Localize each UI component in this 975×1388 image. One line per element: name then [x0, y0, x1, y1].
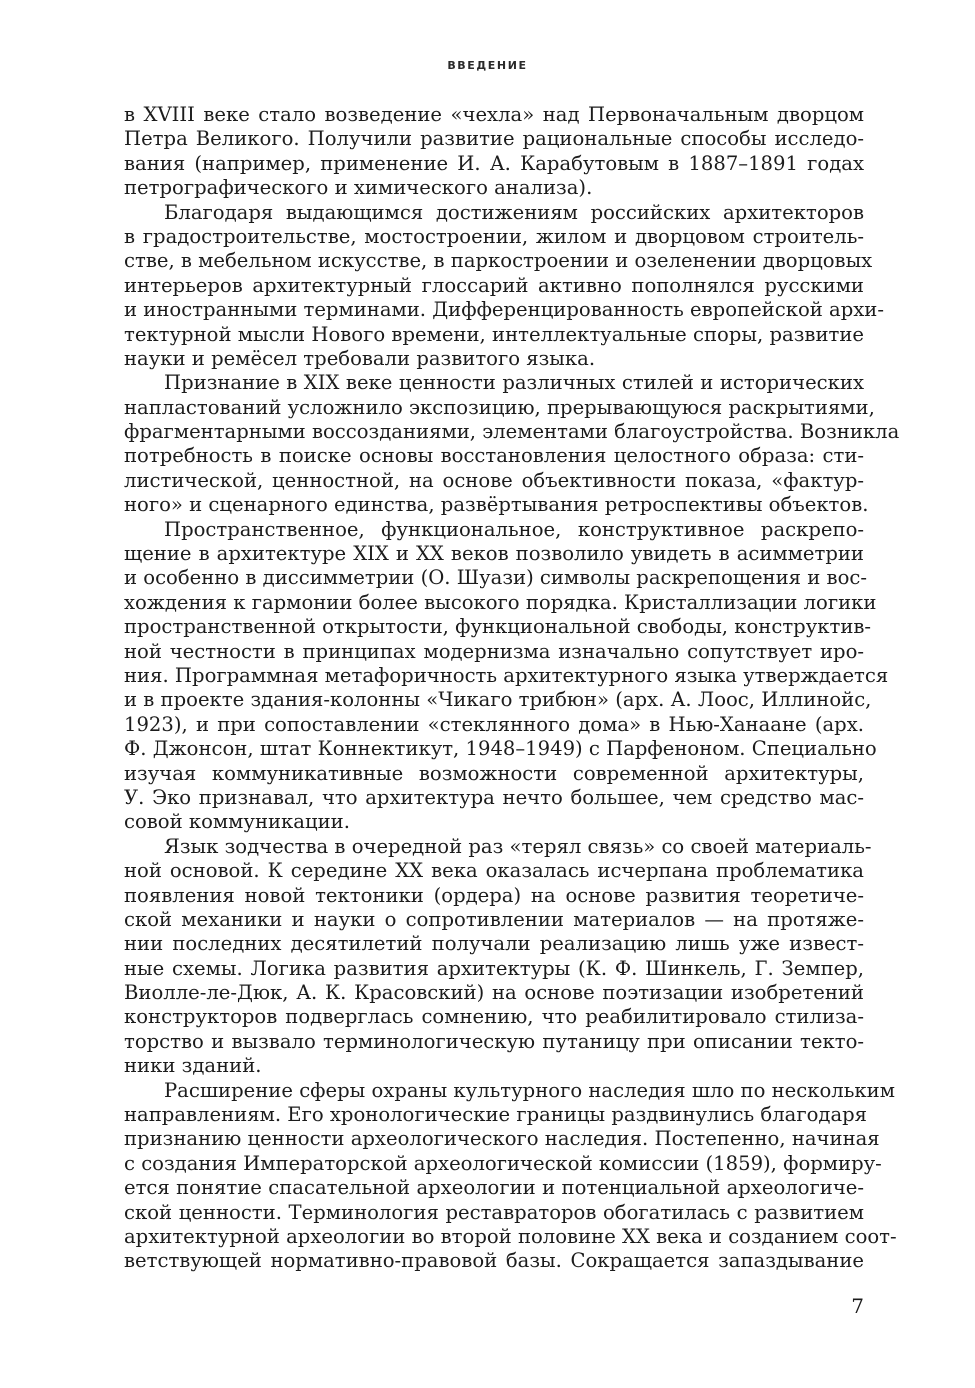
text-line: нии последних десятилетий получали реализацию лишь уже извест-	[124, 932, 864, 956]
text-line: конструкторов подверглась сомнению, что реабилитировало стилиза-	[124, 1005, 864, 1029]
text-line: в XVIII веке стало возведение «чехла» над Первоначальным дворцом	[124, 103, 864, 126]
text-line: появления новой тектоники (ордера) на основе развития теоретиче-	[124, 883, 864, 907]
text-line: листической, ценностной, на основе объективности показа, «фактур-	[124, 468, 864, 492]
text-line: Благодаря выдающимся достижениям российских архитекторов	[164, 200, 864, 224]
page-number: 7	[851, 1294, 864, 1318]
text-line: совой коммуникации.	[124, 810, 350, 834]
text-line: в градостроительстве, мостостроении, жилом и дворцовом строитель-	[124, 224, 864, 248]
text-line: и особенно в диссимметрии (О. Шуази) символы раскрепощения и вос-	[124, 566, 867, 590]
text-line: ные схемы. Логика развития архитектуры (К. Ф. Шинкель, Г. Земпер,	[124, 956, 864, 980]
text-line: напластований усложнило экспозицию, прерывающуюся раскрытиями,	[124, 395, 875, 419]
text-line: тектурной мысли Нового времени, интеллектуальные споры, развитие	[124, 322, 864, 346]
text-line: направлениям. Его хронологические границы раздвинулись благодаря	[124, 1103, 868, 1127]
text-line: петрографического и химического анализа).	[124, 176, 593, 200]
text-line: потребность в поиске основы восстановления целостного образа: сти-	[124, 444, 864, 468]
text-line: признанию ценности археологического наследия. Постепенно, начиная	[124, 1127, 880, 1151]
text-line: ется понятие спасательной археологии и потенциальной археологиче-	[124, 1176, 864, 1200]
text-line: вания (например, применение И. А. Карабутовым в 1887–1891 годах	[124, 151, 864, 175]
paragraph	[124, 834, 872, 1079]
text-line: ской механики и науки о сопротивлении материалов — на протяже-	[124, 907, 864, 931]
text-line: и в проекте здания-колонны «Чикаго трибюн» (арх. А. Лоос, Иллинойс,	[124, 688, 872, 712]
text-line: изучая коммуникативные возможности современной архитектуры,	[124, 761, 864, 785]
text-line: ники зданий.	[124, 1054, 262, 1078]
paragraph	[124, 371, 900, 517]
paragraph	[124, 1078, 897, 1274]
text-line: Язык зодчества в очередной раз «терял связь» со своей материаль-	[164, 834, 872, 858]
text-line: щение в архитектуре XIX и XX веков позволило увидеть в асимметрии	[124, 542, 864, 566]
text-line: Ф. Джонсон, штат Коннектикут, 1948–1949) с Парфеноном. Специально	[124, 737, 877, 761]
text-line: Признание в XIX веке ценности различных стилей и исторических	[164, 371, 864, 395]
paragraph	[124, 517, 889, 835]
text-line: торство и вызвало терминологическую путаницу при описании текто-	[124, 1029, 864, 1053]
paragraph	[124, 103, 864, 201]
text-line: и иностранными терминами. Дифференцированность европейской архи-	[124, 298, 884, 322]
text-line: интерьеров архитектурный глоссарий активно пополнялся русскими	[124, 273, 864, 297]
text-line: У. Эко признавал, что архитектура нечто большее, чем средство мас-	[124, 785, 864, 809]
paragraph	[124, 200, 884, 372]
text-line: ветствующей нормативно-правовой базы. Сокращается запаздывание	[124, 1249, 864, 1273]
running-head: ВВЕДЕНИЕ	[447, 59, 528, 72]
text-line: Расширение сферы охраны культурного наследия шло по нескольким	[164, 1078, 895, 1102]
text-line: ной честности в принципах модернизма изначально сопутствует иро-	[124, 639, 864, 663]
text-line: архитектурной археологии во второй половине XX века и созданием соот-	[124, 1224, 897, 1248]
text-line: Пространственное, функциональное, конструктивное раскрепо-	[164, 517, 864, 541]
text-line: пространственной открытости, функциональной свободы, конструктив-	[124, 615, 872, 639]
text-line: ской ценности. Терминология реставраторов обогатилась с развитием	[124, 1200, 864, 1224]
text-line: хождения к гармонии более высокого порядка. Кристаллизации логики	[124, 590, 877, 614]
text-line: 1923), и при сопоставлении «стеклянного дома» в Нью-Ханаане (арх.	[124, 712, 864, 736]
text-line: Петра Великого. Получили развитие рациональные способы исследо-	[124, 127, 864, 151]
text-line: фрагментарными воссозданиями, элементами благоустройства. Возникла	[124, 420, 900, 444]
text-line: Виолле-ле-Дюк, А. К. Красовский) на основе поэтизации изобретений	[124, 981, 864, 1005]
text-line: стве, в мебельном искусстве, в паркостроении и озеленении дворцовых	[124, 249, 873, 273]
text-line: ной основой. К середине XX века оказалась исчерпана проблематика	[124, 859, 864, 883]
text-line: с создания Императорской археологической комиссии (1859), формиру-	[124, 1151, 882, 1175]
body-text	[124, 103, 900, 1274]
text-line: ния. Программная метафоричность архитектурного языка утверждается	[124, 663, 889, 687]
text-line: науки и ремёсел требовали развитого языка.	[124, 346, 596, 370]
text-line: ного» и сценарного единства, развёртывания ретроспективы объектов.	[124, 493, 869, 517]
